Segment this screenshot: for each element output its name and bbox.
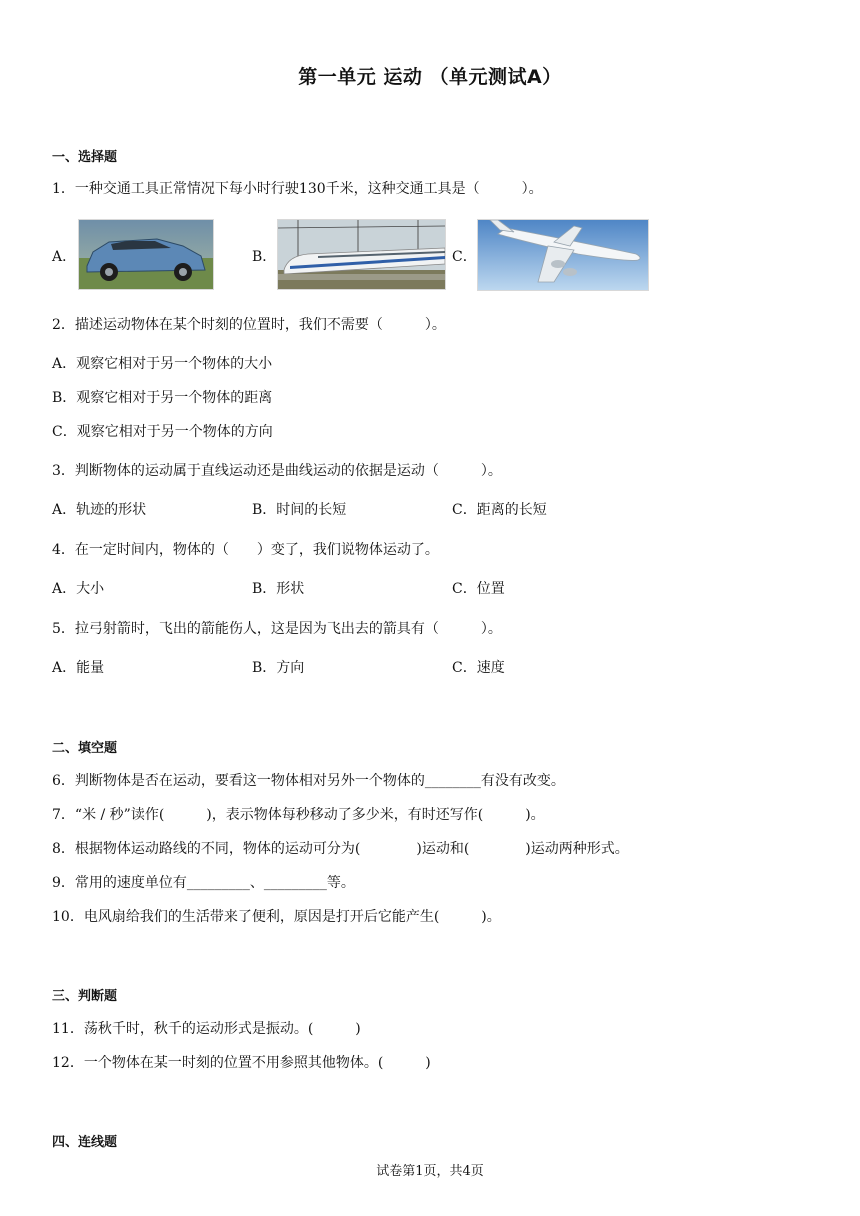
question-5: 5．拉弓射箭时，飞出的箭能伤人，这是因为飞出去的箭具有（ ）。 (52, 621, 502, 637)
question-3: 3．判断物体的运动属于直线运动还是曲线运动的依据是运动（ ）。 (52, 463, 502, 479)
question-6: 6．判断物体是否在运动，要看这一物体相对另外一个物体的________有没有改变。 (52, 773, 565, 789)
section-title-judge: 三、判断题 (52, 989, 118, 1004)
question-11: 11．荡秋千时，秋千的运动形式是振动。( ) (52, 1021, 361, 1037)
q2-option-a: A．观察它相对于另一个物体的大小 (52, 356, 273, 372)
q4-option-c: C．位置 (452, 581, 505, 597)
q1-option-a-label: A． (52, 249, 77, 265)
question-12: 12．一个物体在某一时刻的位置不用参照其他物体。( ) (52, 1055, 431, 1071)
q1-option-b-label: B． (252, 249, 277, 265)
question-8: 8．根据物体运动路线的不同，物体的运动可分为( )运动和( )运动两种形式。 (52, 841, 629, 857)
section-title-choice: 一、选择题 (52, 150, 118, 165)
q5-option-b: B．方向 (252, 660, 305, 676)
car-image (78, 219, 214, 290)
q5-option-c: C．速度 (452, 660, 505, 676)
q3-option-b: B．时间的长短 (252, 502, 347, 518)
page-footer: 试卷第1页，共4页 (376, 1164, 484, 1179)
page-title: 第一单元 运动 （单元测试A） (298, 66, 562, 88)
q2-option-b: B．观察它相对于另一个物体的距离 (52, 390, 273, 406)
section-title-fill: 二、填空题 (52, 741, 118, 756)
question-1: 1．一种交通工具正常情况下每小时行驶130千米，这种交通工具是（ ）。 (52, 181, 543, 197)
q3-option-a: A．轨迹的形状 (52, 502, 147, 518)
section-title-matching: 四、连线题 (52, 1135, 118, 1150)
question-2: 2．描述运动物体在某个时刻的位置时，我们不需要（ ）。 (52, 317, 446, 333)
question-9: 9．常用的速度单位有_________、_________等。 (52, 875, 355, 891)
q4-option-b: B．形状 (252, 581, 305, 597)
q1-option-c-label: C． (452, 249, 477, 265)
question-7: 7．“米 / 秒”读作( )，表示物体每秒移动了多少米，有时还写作( )。 (52, 807, 545, 823)
q3-option-c: C．距离的长短 (452, 502, 547, 518)
high-speed-train-image (277, 219, 446, 290)
question-4: 4．在一定时间内，物体的（ ）变了，我们说物体运动了。 (52, 542, 439, 558)
airplane-image (477, 219, 649, 291)
q2-option-c: C．观察它相对于另一个物体的方向 (52, 424, 273, 440)
q5-option-a: A．能量 (52, 660, 105, 676)
q4-option-a: A．大小 (52, 581, 105, 597)
question-10: 10．电风扇给我们的生活带来了便利，原因是打开后它能产生( )。 (52, 909, 501, 925)
